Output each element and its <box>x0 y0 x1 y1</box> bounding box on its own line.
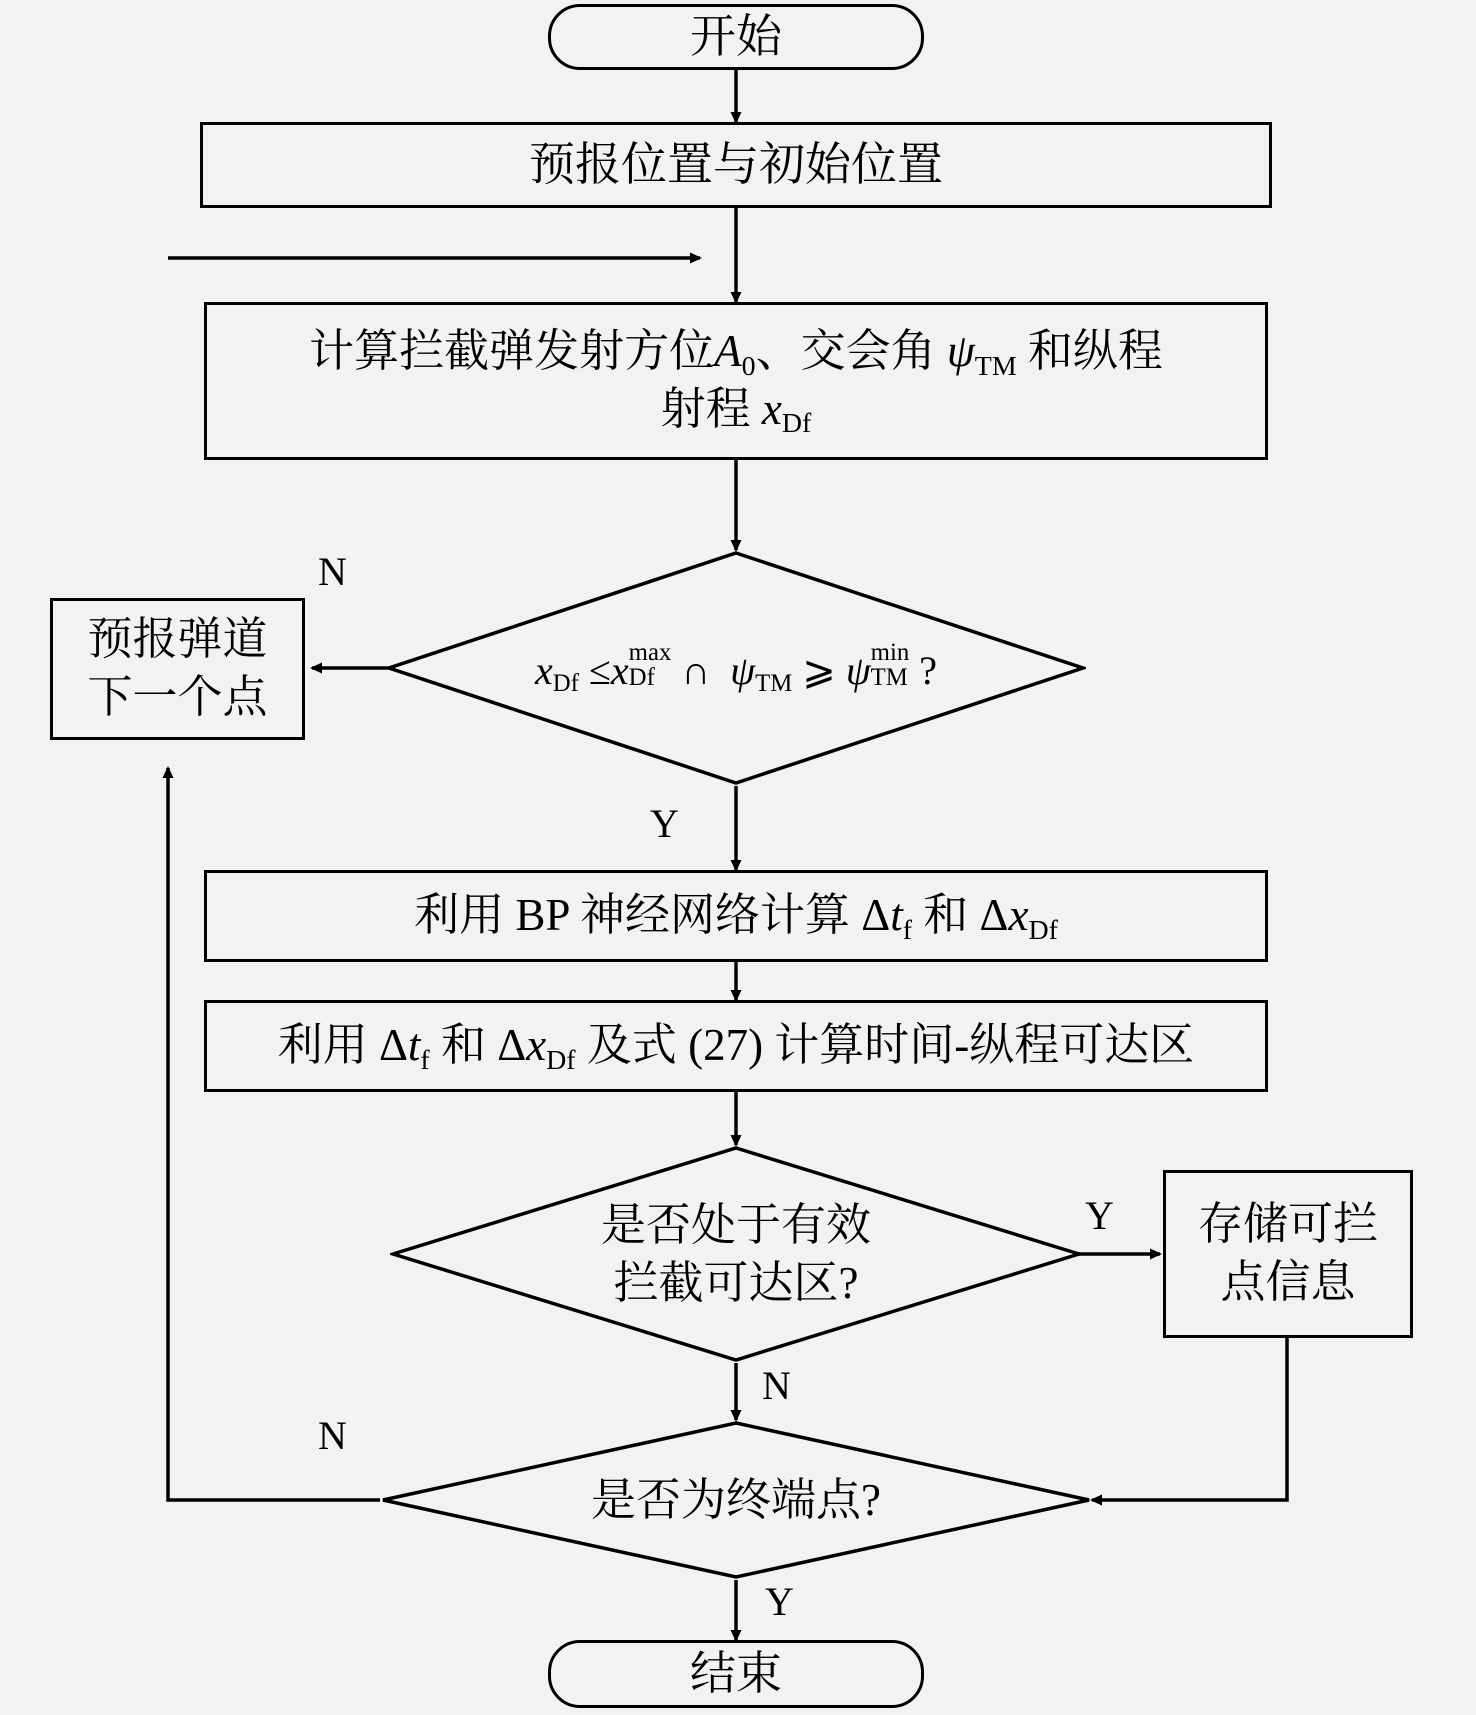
node-initial-position-label: 预报位置与初始位置 <box>529 138 943 190</box>
node-decision-terminal-point-label: 是否为终端点? <box>591 1474 881 1525</box>
node-decision-valid-area-label: 是否处于有效 拦截可达区? <box>600 1199 871 1308</box>
node-decision-range-angle-label: $x_{Df} \le x$ max Df ∩ $\psi_{TM}$ ⩾ ψ min TM ? <box>535 638 937 697</box>
node-decision-valid-area <box>390 1145 1082 1363</box>
node-reachable-area-label: 利用 $\Delta t_f$ 和 $\Delta x_{Df}$ 及式 (27) 计算时间-纵程可达区 <box>277 1020 1195 1076</box>
node-start-label: 开始 <box>690 10 782 62</box>
edge-label-d2-yes: Y <box>1085 1193 1114 1238</box>
node-bp-network <box>204 870 1268 962</box>
node-end <box>548 1640 924 1708</box>
node-decision-range-angle <box>386 550 1086 786</box>
node-store-point-info-label: 存储可拦 点信息 <box>1197 1199 1378 1307</box>
node-end-label: 结束 <box>690 1647 782 1699</box>
node-bp-network-label: 利用 BP 神经网络计算 $\Delta t_f$ 和 $\Delta x_{Df}$ <box>414 890 1058 946</box>
node-initial-position <box>200 122 1272 208</box>
node-compute-azimuth-label: 计算拦截弹发射方位$A_0$、交会角 $\psi_{TM}$ 和纵程 射程 $x_{Df}$ <box>309 326 1163 440</box>
node-compute-azimuth <box>204 302 1268 460</box>
edge-label-d3-no: N <box>318 1413 347 1458</box>
edge-label-d3-yes: Y <box>765 1579 794 1624</box>
edge-label-d2-no: N <box>762 1363 791 1408</box>
node-decision-terminal-point <box>380 1420 1092 1580</box>
node-next-trajectory-point-label: 预报弹道 下一个点 <box>87 614 268 722</box>
node-start <box>548 4 924 70</box>
edge-label-d1-no: N <box>318 549 347 594</box>
edge-label-d1-yes: Y <box>650 801 679 846</box>
node-next-trajectory-point <box>50 598 305 740</box>
node-reachable-area <box>204 1000 1268 1092</box>
node-store-point-info <box>1163 1170 1413 1338</box>
